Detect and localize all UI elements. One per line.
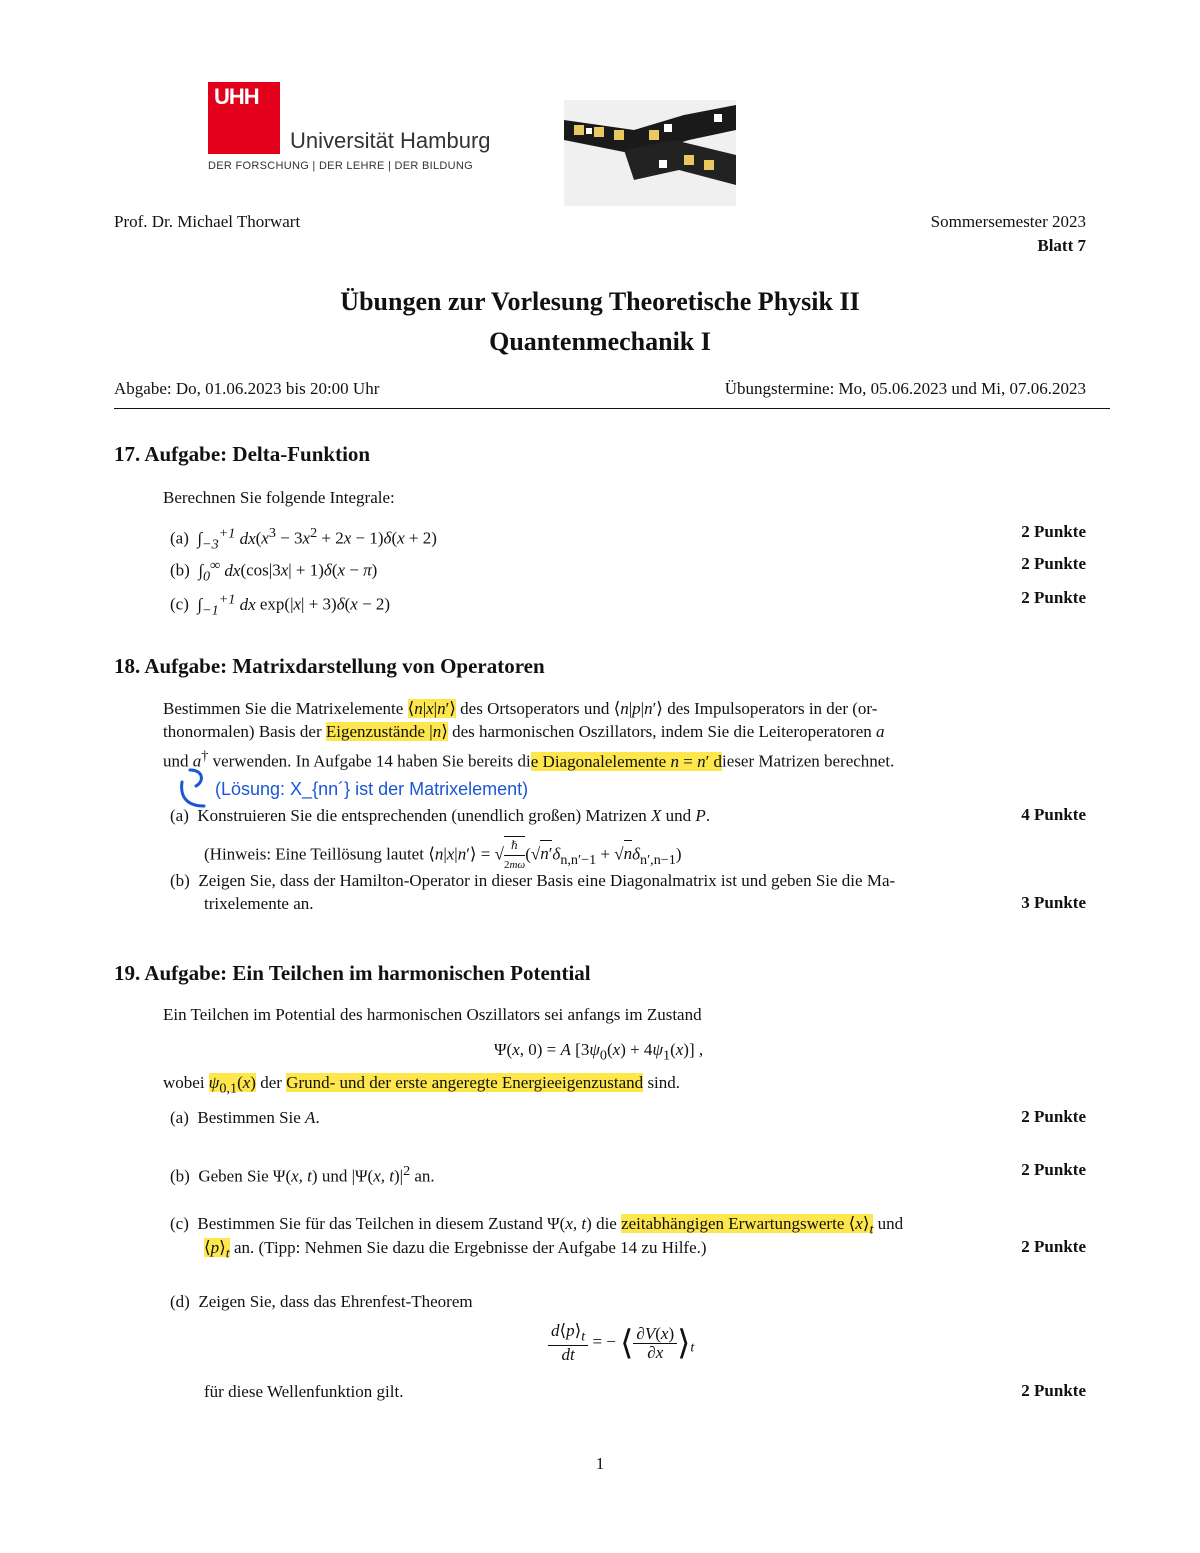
task-18a: (a) Konstruieren Sie die entsprechenden (unendlich großen) Matrizen X und P. — [170, 806, 711, 825]
handwritten-annotation: (Lösung: X_{nn´} ist der Matrixelement) — [215, 779, 529, 799]
task-19c-line1: (c) Bestimmen Sie für das Teilchen in diesem Zustand Ψ(x, t) die zeitabhängigen Erwartungswerte $⟨x⟩_t$ und — [170, 1214, 904, 1238]
uhh-logo-mark: UHH — [214, 84, 259, 109]
page-title: Übungen zur Vorlesung Theoretische Physik II — [340, 287, 860, 316]
task-18b-line1: (b) Zeigen Sie, dass der Hamilton-Operator in dieser Basis eine Diagonalmatrix ist und geben Sie die Ma- — [170, 871, 896, 890]
task-18a-hint: (Hinweis: Eine Teillösung lautet ⟨n|x|n′⟩ = √ $\frac{\text{ℏ}}{2m\omega}$ $(√n'\delta_{n,n'-1} + √n\delta_{n',n-1})$ — [204, 836, 682, 874]
task-19d: (d) Zeigen Sie, dass das Ehrenfest-Theorem — [170, 1292, 473, 1311]
task-17b-points: 2 Punkte — [1021, 554, 1086, 573]
task-18-text-line1: Bestimmen Sie die Matrixelemente ⟨n|x|n′⟩ des Ortsoperators und ⟨n|p|n′⟩ des Impulsoperators in der (or- — [163, 699, 878, 718]
task-19c-line2: $⟨p⟩_t$ an. (Tipp: Nehmen Sie dazu die Ergebnisse der Aufgabe 14 zu Hilfe.) — [204, 1238, 707, 1262]
deadline: Abgabe: Do, 01.06.2023 bis 20:00 Uhr — [114, 379, 380, 398]
task-17a-points: 2 Punkte — [1021, 522, 1086, 541]
task-18-text-line2: thonormalen) Basis der Eigenzustände |n⟩ des harmonischen Oszillators, indem Sie die Leiteroperatoren a — [163, 722, 885, 741]
task-19d-line2: für diese Wellenfunktion gilt. — [204, 1382, 404, 1401]
task-17-intro: Berechnen Sie folgende Integrale: — [163, 488, 395, 507]
sheet-number: Blatt 7 — [1037, 236, 1086, 255]
ehrenfest-equation: $\frac{d⟨p⟩_t}{dt}$ = − ⟨ $\frac{\partial V(x)}{\partial x}$ $⟩_t$ — [548, 1322, 694, 1364]
task-18b-line2: trixelemente an. — [204, 894, 314, 913]
page-subtitle: Quantenmechanik I — [489, 327, 711, 356]
task-19-initial-state: Ψ(x, 0) = A $[3\psi_0(x) + 4\psi_1(x)]$ , — [494, 1040, 704, 1064]
task-19c-points: 2 Punkte — [1021, 1237, 1086, 1256]
task-19-intro: Ein Teilchen im Potential des harmonischen Oszillators sei anfangs im Zustand — [163, 1005, 702, 1024]
film-strip-image — [564, 100, 736, 206]
task-19-where: wobei $\psi_{0,1}(x)$ der Grund- und der erste angeregte Energieeigenzustand sind. — [163, 1073, 681, 1097]
professor-name: Prof. Dr. Michael Thorwart — [114, 212, 301, 231]
task-18-heading: 18. Aufgabe: Matrixdarstellung von Operatoren — [114, 654, 545, 678]
task-17-heading: 17. Aufgabe: Delta-Funktion — [114, 442, 371, 466]
task-17a: (a) $\int_{-3}^{+1}$ $dx(x^3 - 3x^2 + 2x - 1)\delta(x + 2)$ — [170, 525, 437, 553]
task-18-text-line3: und a† verwenden. In Aufgabe 14 haben Sie bereits die Diagonalelemente n = n′ dieser Matrizen berechnet. — [163, 748, 895, 771]
task-19b-points: 2 Punkte — [1021, 1160, 1086, 1179]
header-divider — [114, 408, 1110, 409]
semester: Sommersemester 2023 — [930, 212, 1086, 231]
session-dates: Übungstermine: Mo, 05.06.2023 und Mi, 07.06.2023 — [724, 379, 1086, 398]
task-19d-points: 2 Punkte — [1021, 1381, 1086, 1400]
task-18b-points: 3 Punkte — [1021, 893, 1086, 912]
task-17b: (b) $\int_0^\infty$ dx(cos|3x| + 1)δ(x − π) — [170, 557, 378, 585]
task-18a-points: 4 Punkte — [1021, 805, 1086, 824]
task-19-heading: 19. Aufgabe: Ein Teilchen im harmonischen Potential — [114, 961, 591, 985]
task-17c: (c) $\int_{-1}^{+1}$ dx exp(|x| + 3)δ(x − 2) — [170, 591, 391, 619]
task-19a: (a) Bestimmen Sie A. — [170, 1108, 320, 1127]
task-19a-points: 2 Punkte — [1021, 1107, 1086, 1126]
task-17c-points: 2 Punkte — [1021, 588, 1086, 607]
page-number: 1 — [595, 1454, 605, 1473]
task-19b: (b) Geben Sie Ψ(x, t) und |Ψ(x, $t)|^2$ an. — [170, 1163, 435, 1186]
university-tagline: DER FORSCHUNG | DER LEHRE | DER BILDUNG — [208, 160, 473, 172]
university-name: Universität Hamburg — [290, 128, 491, 153]
